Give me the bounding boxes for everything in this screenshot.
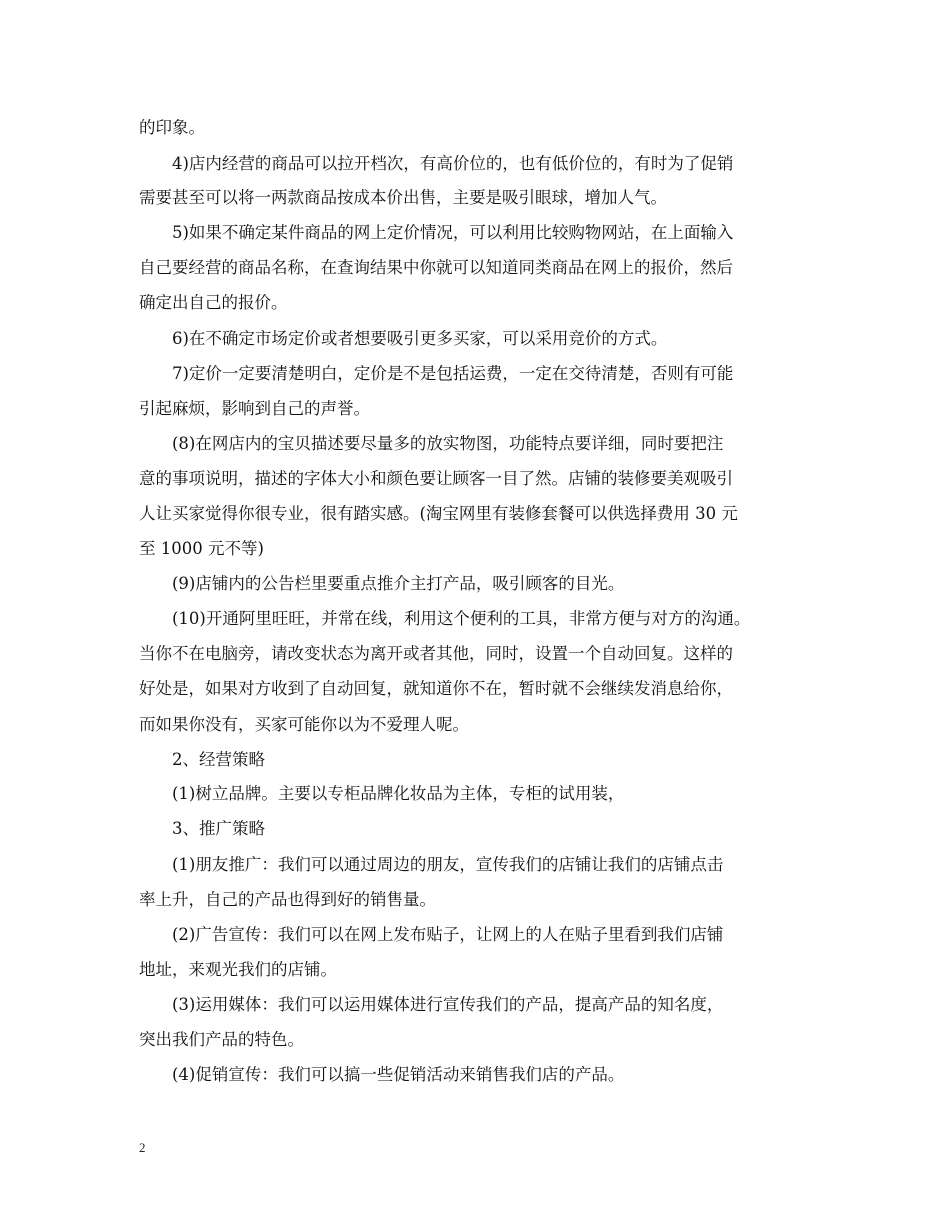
text-line: 至 1000 元不等) bbox=[139, 539, 264, 558]
text-line: 需要甚至可以将一两款商品按成本价出售，主要是吸引眼球，增加人气。 bbox=[139, 188, 667, 207]
text-line: 4)店内经营的商品可以拉开档次，有高价位的，也有低价位的，有时为了促销 bbox=[172, 154, 734, 173]
text-line: 6)在不确定市场定价或者想要吸引更多买家，可以采用竞价的方式。 bbox=[172, 329, 668, 348]
text-line: 自己要经营的商品名称，在查询结果中你就可以知道同类商品在网上的报价，然后 bbox=[139, 258, 733, 277]
text-line: 5)如果不确定某件商品的网上定价情况，可以利用比较购物网站，在上面输入 bbox=[172, 223, 734, 242]
text-line: 意的事项说明，描述的字体大小和颜色要让顾客一目了然。店铺的装修要美观吸引 bbox=[139, 469, 733, 488]
text-line: 率上升，自己的产品也得到好的销售量。 bbox=[139, 890, 436, 909]
text-line: (4)促销宣传：我们可以搞一些促销活动来销售我们店的产品。 bbox=[172, 1065, 625, 1084]
text-line: (3)运用媒体：我们可以运用媒体进行宣传我们的产品，提高产品的知名度， bbox=[172, 995, 724, 1014]
text-line: (10)开通阿里旺旺，并常在线，利用这个便利的工具，非常方便与对方的沟通。 bbox=[172, 609, 751, 628]
text-line: 确定出自己的报价。 bbox=[139, 293, 288, 312]
text-line: (2)广告宣传：我们可以在网上发布贴子，让网上的人在贴子里看到我们店铺 bbox=[172, 925, 724, 944]
text-line: 突出我们产品的特色。 bbox=[139, 1030, 304, 1049]
section-heading: 2、经营策略 bbox=[172, 750, 265, 769]
text-line: 7)定价一定要清楚明白，定价是不是包括运费，一定在交待清楚，否则有可能 bbox=[172, 364, 734, 383]
text-line: (9)店铺内的公告栏里要重点推介主打产品，吸引顾客的目光。 bbox=[172, 574, 625, 593]
section-heading: 3、推广策略 bbox=[172, 819, 265, 838]
text-line: 当你不在电脑旁，请改变状态为离开或者其他，同时，设置一个自动回复。这样的 bbox=[139, 644, 733, 663]
text-line: 地址，来观光我们的店铺。 bbox=[139, 960, 337, 979]
text-line: 而如果你没有，买家可能你以为不爱理人呢。 bbox=[139, 715, 469, 734]
text-line: 的印象。 bbox=[139, 118, 205, 137]
text-line: (1)树立品牌。主要以专柜品牌化妆品为主体，专柜的试用装， bbox=[172, 784, 625, 803]
text-line: 人让买家觉得你很专业，很有踏实感。(淘宝网里有装修套餐可以供选择费用 30 元 bbox=[139, 504, 738, 523]
text-line: (1)朋友推广：我们可以通过周边的朋友，宣传我们的店铺让我们的店铺点击 bbox=[172, 855, 724, 874]
text-line: (8)在网店内的宝贝描述要尽量多的放实物图，功能特点要详细，同时要把注 bbox=[172, 434, 724, 453]
text-line: 好处是，如果对方收到了自动回复，就知道你不在，暂时就不会继续发消息给你， bbox=[139, 679, 733, 698]
page-number: 2 bbox=[139, 1140, 146, 1155]
text-line: 引起麻烦，影响到自己的声誉。 bbox=[139, 399, 370, 418]
